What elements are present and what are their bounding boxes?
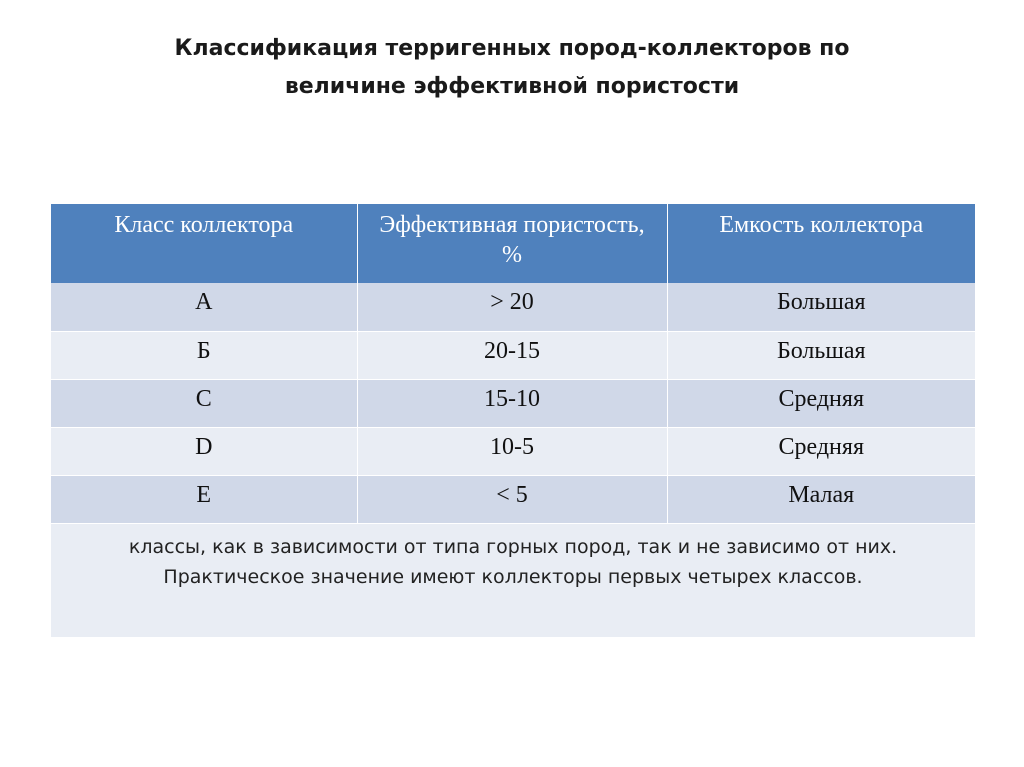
cell-class: A xyxy=(51,283,357,331)
cell-capacity: Средняя xyxy=(667,427,975,475)
cell-porosity: > 20 xyxy=(357,283,667,331)
cell-capacity: Средняя xyxy=(667,379,975,427)
table-row xyxy=(51,331,975,379)
table-row xyxy=(51,379,975,427)
cell-class: Б xyxy=(51,331,357,379)
cell-capacity: Малая xyxy=(667,475,975,523)
slide-title-line-2: величине эффективной пористости xyxy=(284,74,740,99)
cell-porosity: 20-15 xyxy=(357,331,667,379)
table-row xyxy=(51,427,975,475)
slide-title-line-1: Классификация терригенных пород-коллекторов по xyxy=(174,36,850,61)
header-collector-capacity: Емкость коллектора xyxy=(667,204,975,283)
cell-porosity: 15-10 xyxy=(357,379,667,427)
porosity-classification-table xyxy=(51,204,975,638)
table-note: классы, как в зависимости от типа горных пород, так и не зависимо от них. Практическое значение имеют коллекторы первых четырех классов. xyxy=(51,523,975,637)
slide-title xyxy=(80,30,944,106)
cell-class: E xyxy=(51,475,357,523)
cell-capacity: Большая xyxy=(667,283,975,331)
cell-class: D xyxy=(51,427,357,475)
cell-capacity: Большая xyxy=(667,331,975,379)
header-effective-porosity: Эффективная пористость, % xyxy=(357,204,667,283)
cell-class: C xyxy=(51,379,357,427)
table-row xyxy=(51,475,975,523)
table-row xyxy=(51,283,975,331)
cell-porosity: < 5 xyxy=(357,475,667,523)
table-header-row xyxy=(51,204,975,283)
table-note-row xyxy=(51,523,975,637)
cell-porosity: 10-5 xyxy=(357,427,667,475)
header-collector-class: Класс коллектора xyxy=(51,204,357,283)
